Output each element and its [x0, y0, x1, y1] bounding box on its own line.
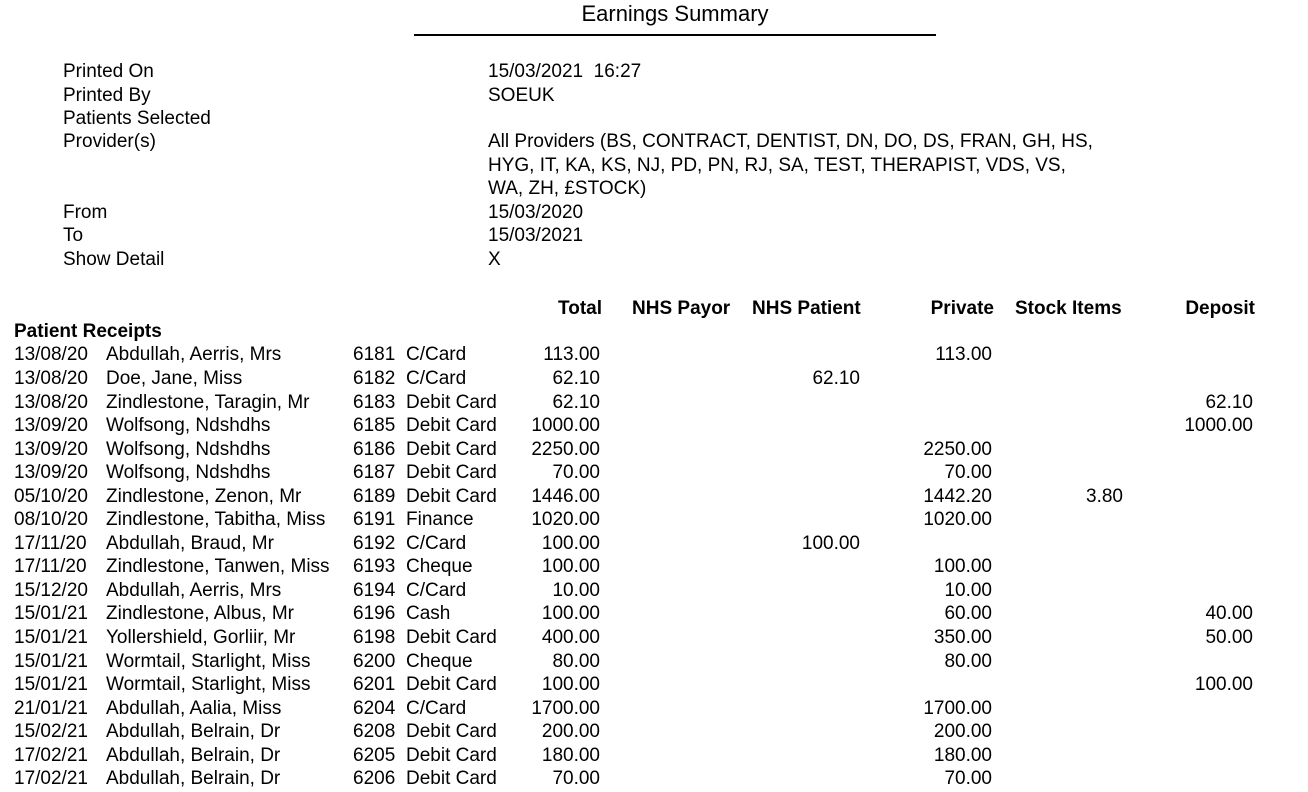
table-row: [0, 508, 1308, 532]
meta-value-show-detail: X: [488, 249, 501, 270]
cell-deposit: 62.10: [1205, 392, 1253, 413]
meta-value-providers: All Providers (BS, CONTRACT, DENTIST, DN, DO, DS, FRAN, GH, HS, HYG, IT, KA, KS, NJ, PD, PN, RJ, SA, TEST, THERAPIST, VDS, VS, WA, ZH, £STOCK): [488, 131, 1093, 199]
cell-ref: 6183: [353, 392, 396, 413]
table-row: [0, 343, 1308, 367]
cell-stock-items: 3.80: [1086, 486, 1123, 507]
meta-value-printed-on: 15/03/2021 16:27: [488, 61, 642, 82]
meta-value-to: 15/03/2021: [488, 225, 584, 246]
cell-date: 05/10/20: [14, 486, 88, 507]
cell-private: 70.00: [944, 462, 992, 483]
cell-ref: 6192: [353, 533, 396, 554]
cell-total: 113.00: [543, 344, 600, 365]
cell-total: 100.00: [541, 603, 600, 624]
meta-label-patients-selected: Patients Selected: [63, 108, 211, 129]
table-row: [0, 367, 1308, 391]
cell-patient-name: Abdullah, Aalia, Miss: [106, 698, 282, 719]
meta-label-to: To: [63, 225, 84, 246]
table-row: [0, 461, 1308, 485]
cell-private: 1020.00: [923, 509, 992, 530]
cell-ref: 6186: [353, 439, 396, 460]
cell-date: 17/02/21: [14, 745, 88, 766]
cell-payment-method: Debit Card: [406, 392, 497, 413]
cell-ref: 6185: [353, 415, 396, 436]
cell-ref: 6187: [353, 462, 396, 483]
cell-patient-name: Abdullah, Aerris, Mrs: [106, 344, 282, 365]
cell-private: 80.00: [944, 651, 992, 672]
table-row: [0, 673, 1308, 697]
cell-payment-method: Debit Card: [406, 674, 497, 695]
cell-payment-method: Debit Card: [406, 486, 497, 507]
cell-payment-method: Debit Card: [406, 415, 497, 436]
cell-date: 15/12/20: [14, 580, 88, 601]
table-row: [0, 414, 1308, 438]
cell-total: 10.00: [552, 580, 600, 601]
table-row: [0, 438, 1308, 462]
report-title: Earnings Summary: [581, 1, 769, 26]
cell-private: 1442.20: [923, 486, 992, 507]
cell-deposit: 50.00: [1205, 627, 1253, 648]
cell-private: 180.00: [933, 745, 992, 766]
cell-ref: 6194: [353, 580, 396, 601]
cell-nhs-patient: 62.10: [812, 368, 860, 389]
table-row: [0, 579, 1308, 603]
cell-date: 13/09/20: [14, 439, 88, 460]
cell-date: 15/01/21: [14, 651, 88, 672]
cell-total: 1700.00: [531, 698, 600, 719]
table-row: [0, 532, 1308, 556]
meta-label-from: From: [63, 202, 108, 223]
cell-date: 13/08/20: [14, 368, 88, 389]
cell-date: 15/01/21: [14, 603, 88, 624]
cell-total: 200.00: [541, 721, 600, 742]
meta-label-providers: Provider(s): [63, 131, 156, 152]
cell-date: 17/11/20: [14, 533, 87, 554]
table-row: [0, 485, 1308, 509]
cell-ref: 6181: [353, 344, 396, 365]
table-row: [0, 626, 1308, 650]
cell-patient-name: Wolfsong, Ndshdhs: [106, 439, 271, 460]
cell-total: 70.00: [552, 462, 600, 483]
cell-total: 100.00: [541, 674, 600, 695]
cell-date: 15/01/21: [14, 627, 88, 648]
cell-total: 100.00: [541, 556, 600, 577]
cell-total: 80.00: [552, 651, 600, 672]
cell-private: 350.00: [933, 627, 992, 648]
cell-payment-method: C/Card: [406, 698, 467, 719]
cell-ref: 6201: [353, 674, 396, 695]
column-header-total: Total: [558, 298, 602, 319]
section-title-patient-receipts: Patient Receipts: [14, 321, 162, 342]
column-header-nhs-patient: NHS Patient: [752, 298, 861, 319]
cell-private: 1700.00: [923, 698, 992, 719]
cell-private: 100.00: [933, 556, 992, 577]
cell-deposit: 100.00: [1194, 674, 1253, 695]
cell-patient-name: Abdullah, Belrain, Dr: [106, 721, 281, 742]
meta-label-show-detail: Show Detail: [63, 249, 165, 270]
cell-nhs-patient: 100.00: [801, 533, 860, 554]
cell-payment-method: Debit Card: [406, 627, 497, 648]
cell-ref: 6206: [353, 768, 396, 789]
cell-patient-name: Abdullah, Belrain, Dr: [106, 768, 281, 789]
cell-payment-method: Cash: [406, 603, 451, 624]
cell-ref: 6198: [353, 627, 396, 648]
cell-patient-name: Zindlestone, Zenon, Mr: [106, 486, 302, 507]
table-row: [0, 720, 1308, 744]
cell-payment-method: C/Card: [406, 580, 467, 601]
title-underline: [414, 34, 936, 36]
meta-value-from: 15/03/2020: [488, 202, 584, 223]
cell-patient-name: Yollershield, Gorliir, Mr: [106, 627, 296, 648]
cell-date: 08/10/20: [14, 509, 88, 530]
cell-patient-name: Wolfsong, Ndshdhs: [106, 462, 271, 483]
table-row: [0, 391, 1308, 415]
cell-ref: 6208: [353, 721, 396, 742]
cell-private: 10.00: [944, 580, 992, 601]
cell-deposit: 1000.00: [1184, 415, 1253, 436]
cell-total: 100.00: [541, 533, 600, 554]
cell-patient-name: Zindlestone, Tabitha, Miss: [106, 509, 326, 530]
column-header-stock-items: Stock Items: [1015, 298, 1122, 319]
cell-total: 62.10: [552, 392, 600, 413]
cell-patient-name: Abdullah, Belrain, Dr: [106, 745, 281, 766]
column-header-nhs-payor: NHS Payor: [632, 298, 731, 319]
cell-date: 21/01/21: [14, 698, 88, 719]
table-row: [0, 697, 1308, 721]
cell-payment-method: Debit Card: [406, 768, 497, 789]
cell-date: 15/01/21: [14, 674, 88, 695]
cell-payment-method: C/Card: [406, 533, 467, 554]
cell-date: 15/02/21: [14, 721, 88, 742]
cell-date: 13/09/20: [14, 415, 88, 436]
cell-total: 1000.00: [531, 415, 600, 436]
cell-private: 2250.00: [923, 439, 992, 460]
table-row: [0, 555, 1308, 579]
cell-patient-name: Wolfsong, Ndshdhs: [106, 415, 271, 436]
cell-date: 17/02/21: [14, 768, 88, 789]
table-row: [0, 744, 1308, 768]
cell-date: 13/09/20: [14, 462, 88, 483]
cell-patient-name: Abdullah, Aerris, Mrs: [106, 580, 282, 601]
column-header-deposit: Deposit: [1185, 298, 1255, 319]
cell-payment-method: Debit Card: [406, 745, 497, 766]
table-row: [0, 767, 1308, 791]
cell-total: 180.00: [541, 745, 600, 766]
cell-ref: 6200: [353, 651, 396, 672]
cell-ref: 6196: [353, 603, 396, 624]
cell-ref: 6204: [353, 698, 396, 719]
cell-patient-name: Abdullah, Braud, Mr: [106, 533, 274, 554]
cell-date: 13/08/20: [14, 344, 88, 365]
column-header-private: Private: [930, 298, 994, 319]
cell-patient-name: Zindlestone, Taragin, Mr: [106, 392, 310, 413]
cell-private: 200.00: [933, 721, 992, 742]
table-row: [0, 602, 1308, 626]
cell-payment-method: Debit Card: [406, 439, 497, 460]
cell-private: 60.00: [944, 603, 992, 624]
table-row: [0, 650, 1308, 674]
cell-private: 113.00: [935, 344, 992, 365]
cell-date: 17/11/20: [14, 556, 87, 577]
meta-label-printed-by: Printed By: [63, 85, 151, 106]
cell-patient-name: Zindlestone, Tanwen, Miss: [106, 556, 330, 577]
cell-ref: 6205: [353, 745, 396, 766]
cell-total: 400.00: [541, 627, 600, 648]
cell-payment-method: Cheque: [406, 556, 473, 577]
cell-ref: 6182: [353, 368, 396, 389]
meta-value-printed-by: SOEUK: [488, 85, 555, 106]
cell-payment-method: Cheque: [406, 651, 473, 672]
cell-private: 70.00: [944, 768, 992, 789]
cell-patient-name: Wormtail, Starlight, Miss: [106, 651, 311, 672]
cell-patient-name: Zindlestone, Albus, Mr: [106, 603, 294, 624]
cell-payment-method: C/Card: [406, 368, 467, 389]
cell-payment-method: Finance: [406, 509, 474, 530]
cell-payment-method: Debit Card: [406, 721, 497, 742]
cell-ref: 6191: [353, 509, 396, 530]
cell-patient-name: Wormtail, Starlight, Miss: [106, 674, 311, 695]
cell-total: 70.00: [552, 768, 600, 789]
cell-payment-method: C/Card: [406, 344, 467, 365]
cell-total: 1020.00: [531, 509, 600, 530]
cell-deposit: 40.00: [1205, 603, 1253, 624]
cell-total: 1446.00: [531, 486, 600, 507]
cell-patient-name: Doe, Jane, Miss: [106, 368, 243, 389]
cell-ref: 6189: [353, 486, 396, 507]
cell-ref: 6193: [353, 556, 396, 577]
cell-payment-method: Debit Card: [406, 462, 497, 483]
cell-date: 13/08/20: [14, 392, 88, 413]
cell-total: 2250.00: [531, 439, 600, 460]
meta-label-printed-on: Printed On: [63, 61, 154, 82]
cell-total: 62.10: [552, 368, 600, 389]
